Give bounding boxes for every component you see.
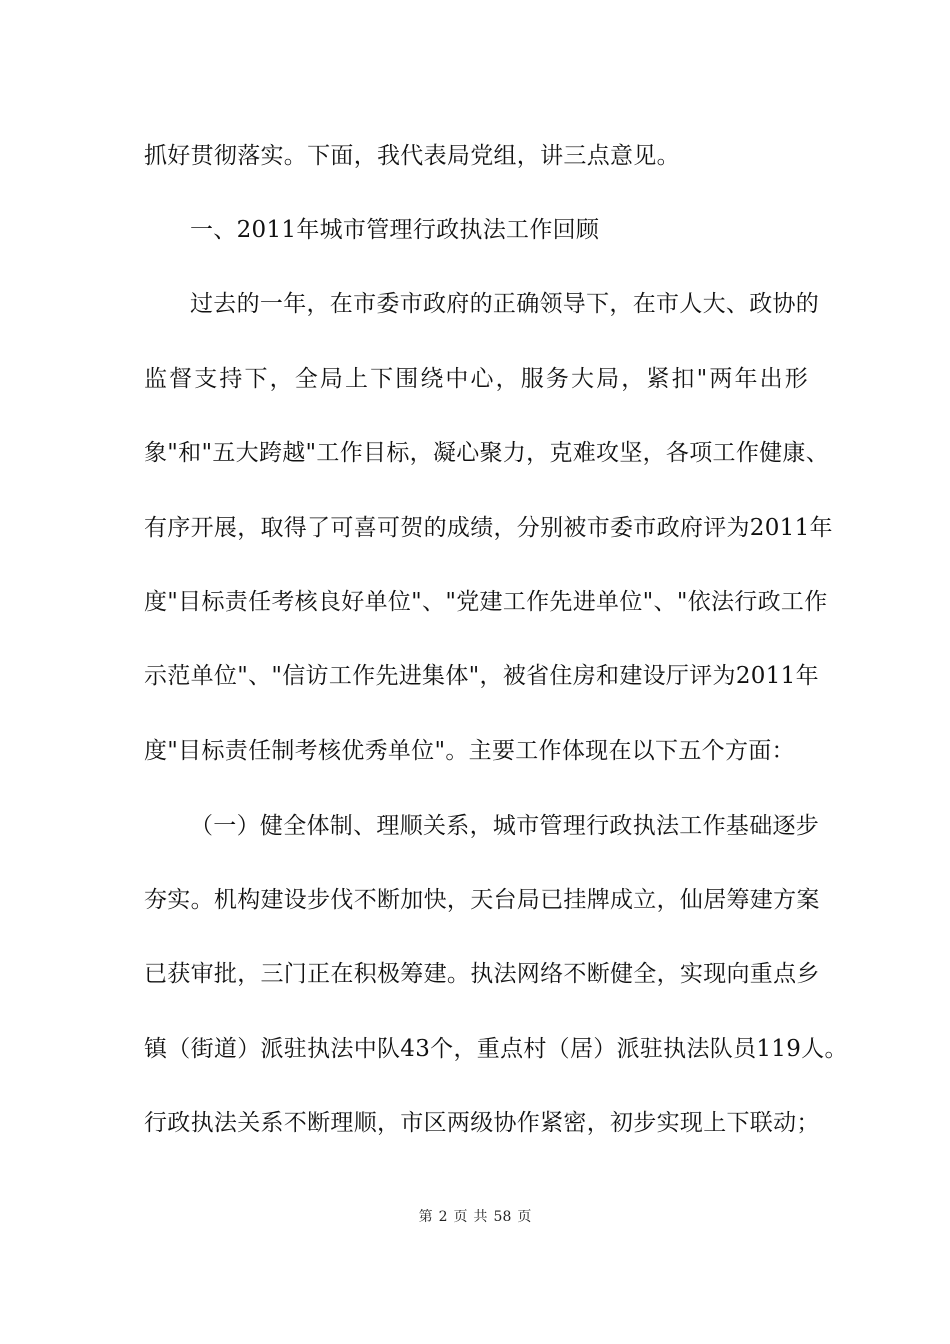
footer-ye: 页 (453, 1209, 468, 1225)
text-line-3: 过去的一年，在市委市政府的正确领导下，在市人大、政协的 (190, 291, 820, 317)
text-line-5: 象"和"五大跨越"工作目标，凝心聚力，克难攻坚，各项工作健康、 (144, 440, 830, 466)
text-line-9: 度"目标责任制考核优秀单位"。主要工作体现在以下五个方面： (144, 738, 795, 764)
footer-di: 第 (418, 1209, 433, 1225)
footer-gong: 共 (473, 1209, 488, 1225)
text-line-13: 镇（街道）派驻执法中队43个，重点村（居）派驻执法队员119人。 (144, 1036, 848, 1062)
text-line-4: 监督支持下，全局上下围绕中心，服务大局，紧扣"两年出形 (144, 366, 808, 392)
subsection-heading-1: （一）健全体制、理顺关系，城市管理行政执法工作基础逐步 (190, 813, 820, 839)
footer-ye-end: 页 (517, 1209, 532, 1225)
footer-page-number: 2 (438, 1209, 448, 1225)
section-heading-1: 一、2011年城市管理行政执法工作回顾 (190, 217, 600, 243)
text-line-11: 夯实。机构建设步伐不断加快，天台局已挂牌成立，仙居筹建方案 (144, 887, 820, 913)
text-line-12: 已获审批，三门正在积极筹建。执法网络不断健全，实现向重点乡 (144, 961, 820, 987)
page-footer (0, 1208, 950, 1226)
text-line-14: 行政执法关系不断理顺，市区两级协作紧密，初步实现上下联动； (144, 1110, 820, 1136)
text-line-8: 示范单位"、"信访工作先进集体"，被省住房和建设厅评为2011年 (144, 663, 819, 689)
text-line-1: 抓好贯彻落实。下面，我代表局党组，讲三点意见。 (144, 143, 680, 169)
footer-total-pages: 58 (493, 1209, 512, 1225)
text-line-6: 有序开展，取得了可喜可贺的成绩，分别被市委市政府评为2011年 (144, 515, 833, 541)
text-line-7: 度"目标责任考核良好单位"、"党建工作先进单位"、"依法行政工作 (144, 589, 828, 615)
